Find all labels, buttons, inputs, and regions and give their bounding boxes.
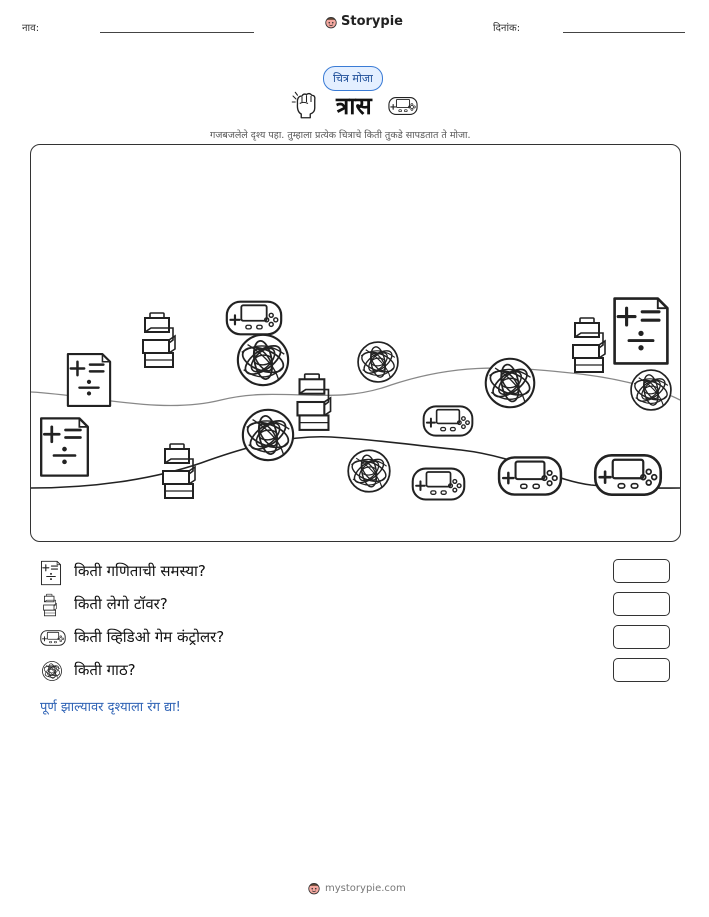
lego-tower-icon: [573, 318, 605, 372]
lego-tower-icon: [42, 593, 58, 617]
knot-icon: [358, 342, 398, 382]
answer-box[interactable]: [613, 658, 670, 682]
game-controller-icon: [499, 457, 561, 494]
game-controller-icon: [413, 469, 465, 500]
name-label: नाव:: [22, 23, 40, 34]
knot-icon: [41, 660, 63, 682]
question-row: [40, 659, 670, 683]
background-hill-line: [31, 368, 680, 406]
scene-drawing: [31, 145, 680, 541]
game-controller-icon: [424, 406, 473, 435]
page-title: त्रास: [336, 92, 372, 120]
math-problem-icon: [41, 418, 88, 475]
answer-box[interactable]: [613, 592, 670, 616]
question-text: किती गाठ?: [74, 661, 136, 679]
activity-badge: चित्र मोजा: [323, 66, 383, 91]
question-row: [40, 560, 670, 584]
lego-tower-icon: [297, 374, 330, 430]
footer-link[interactable]: [307, 881, 406, 895]
math-problem-icon: [40, 560, 62, 586]
question-row: [40, 593, 670, 617]
knot-icon: [243, 410, 293, 460]
game-controller-icon: [227, 302, 281, 335]
coloring-note: पूर्ण झाल्यावर दृश्याला रंग द्या!: [40, 700, 181, 715]
question-text: किती लेगो टॉवर?: [74, 595, 168, 613]
game-controller-icon: [595, 455, 660, 494]
math-problem-icon: [68, 354, 110, 406]
answer-box[interactable]: [613, 625, 670, 649]
knot-icon: [631, 370, 671, 410]
instructions: गजबजलेले दृश्य पहा. तुम्हाला प्रत्येक चित्राचे किती तुकडे सापडतात ते मोजा.: [210, 130, 471, 141]
answer-box[interactable]: [613, 559, 670, 583]
storypie-icon: [324, 15, 338, 29]
math-problem-icon: [615, 299, 668, 364]
question-text: किती व्हिडिओ गेम कंट्रोलर?: [74, 628, 225, 646]
game-controller-icon: [40, 629, 66, 647]
knot-icon: [486, 359, 535, 408]
storypie-icon: [307, 881, 321, 895]
date-line[interactable]: [563, 32, 685, 33]
name-line[interactable]: [100, 32, 254, 33]
question-text: किती गणिताची समस्या?: [74, 562, 206, 580]
knot-icon: [348, 450, 390, 492]
brand-name: Storypie: [341, 14, 403, 29]
brand-logo: [324, 14, 403, 29]
lego-tower-icon: [163, 444, 195, 498]
game-controller-icon: [388, 95, 418, 117]
fist-icon: [290, 90, 320, 120]
knot-icon: [238, 335, 288, 385]
date-label: दिनांक:: [493, 23, 521, 34]
lego-tower-icon: [143, 313, 175, 367]
question-row: [40, 626, 670, 650]
footer-url: mystorypie.com: [325, 882, 406, 894]
hidden-picture-scene: [30, 144, 681, 542]
